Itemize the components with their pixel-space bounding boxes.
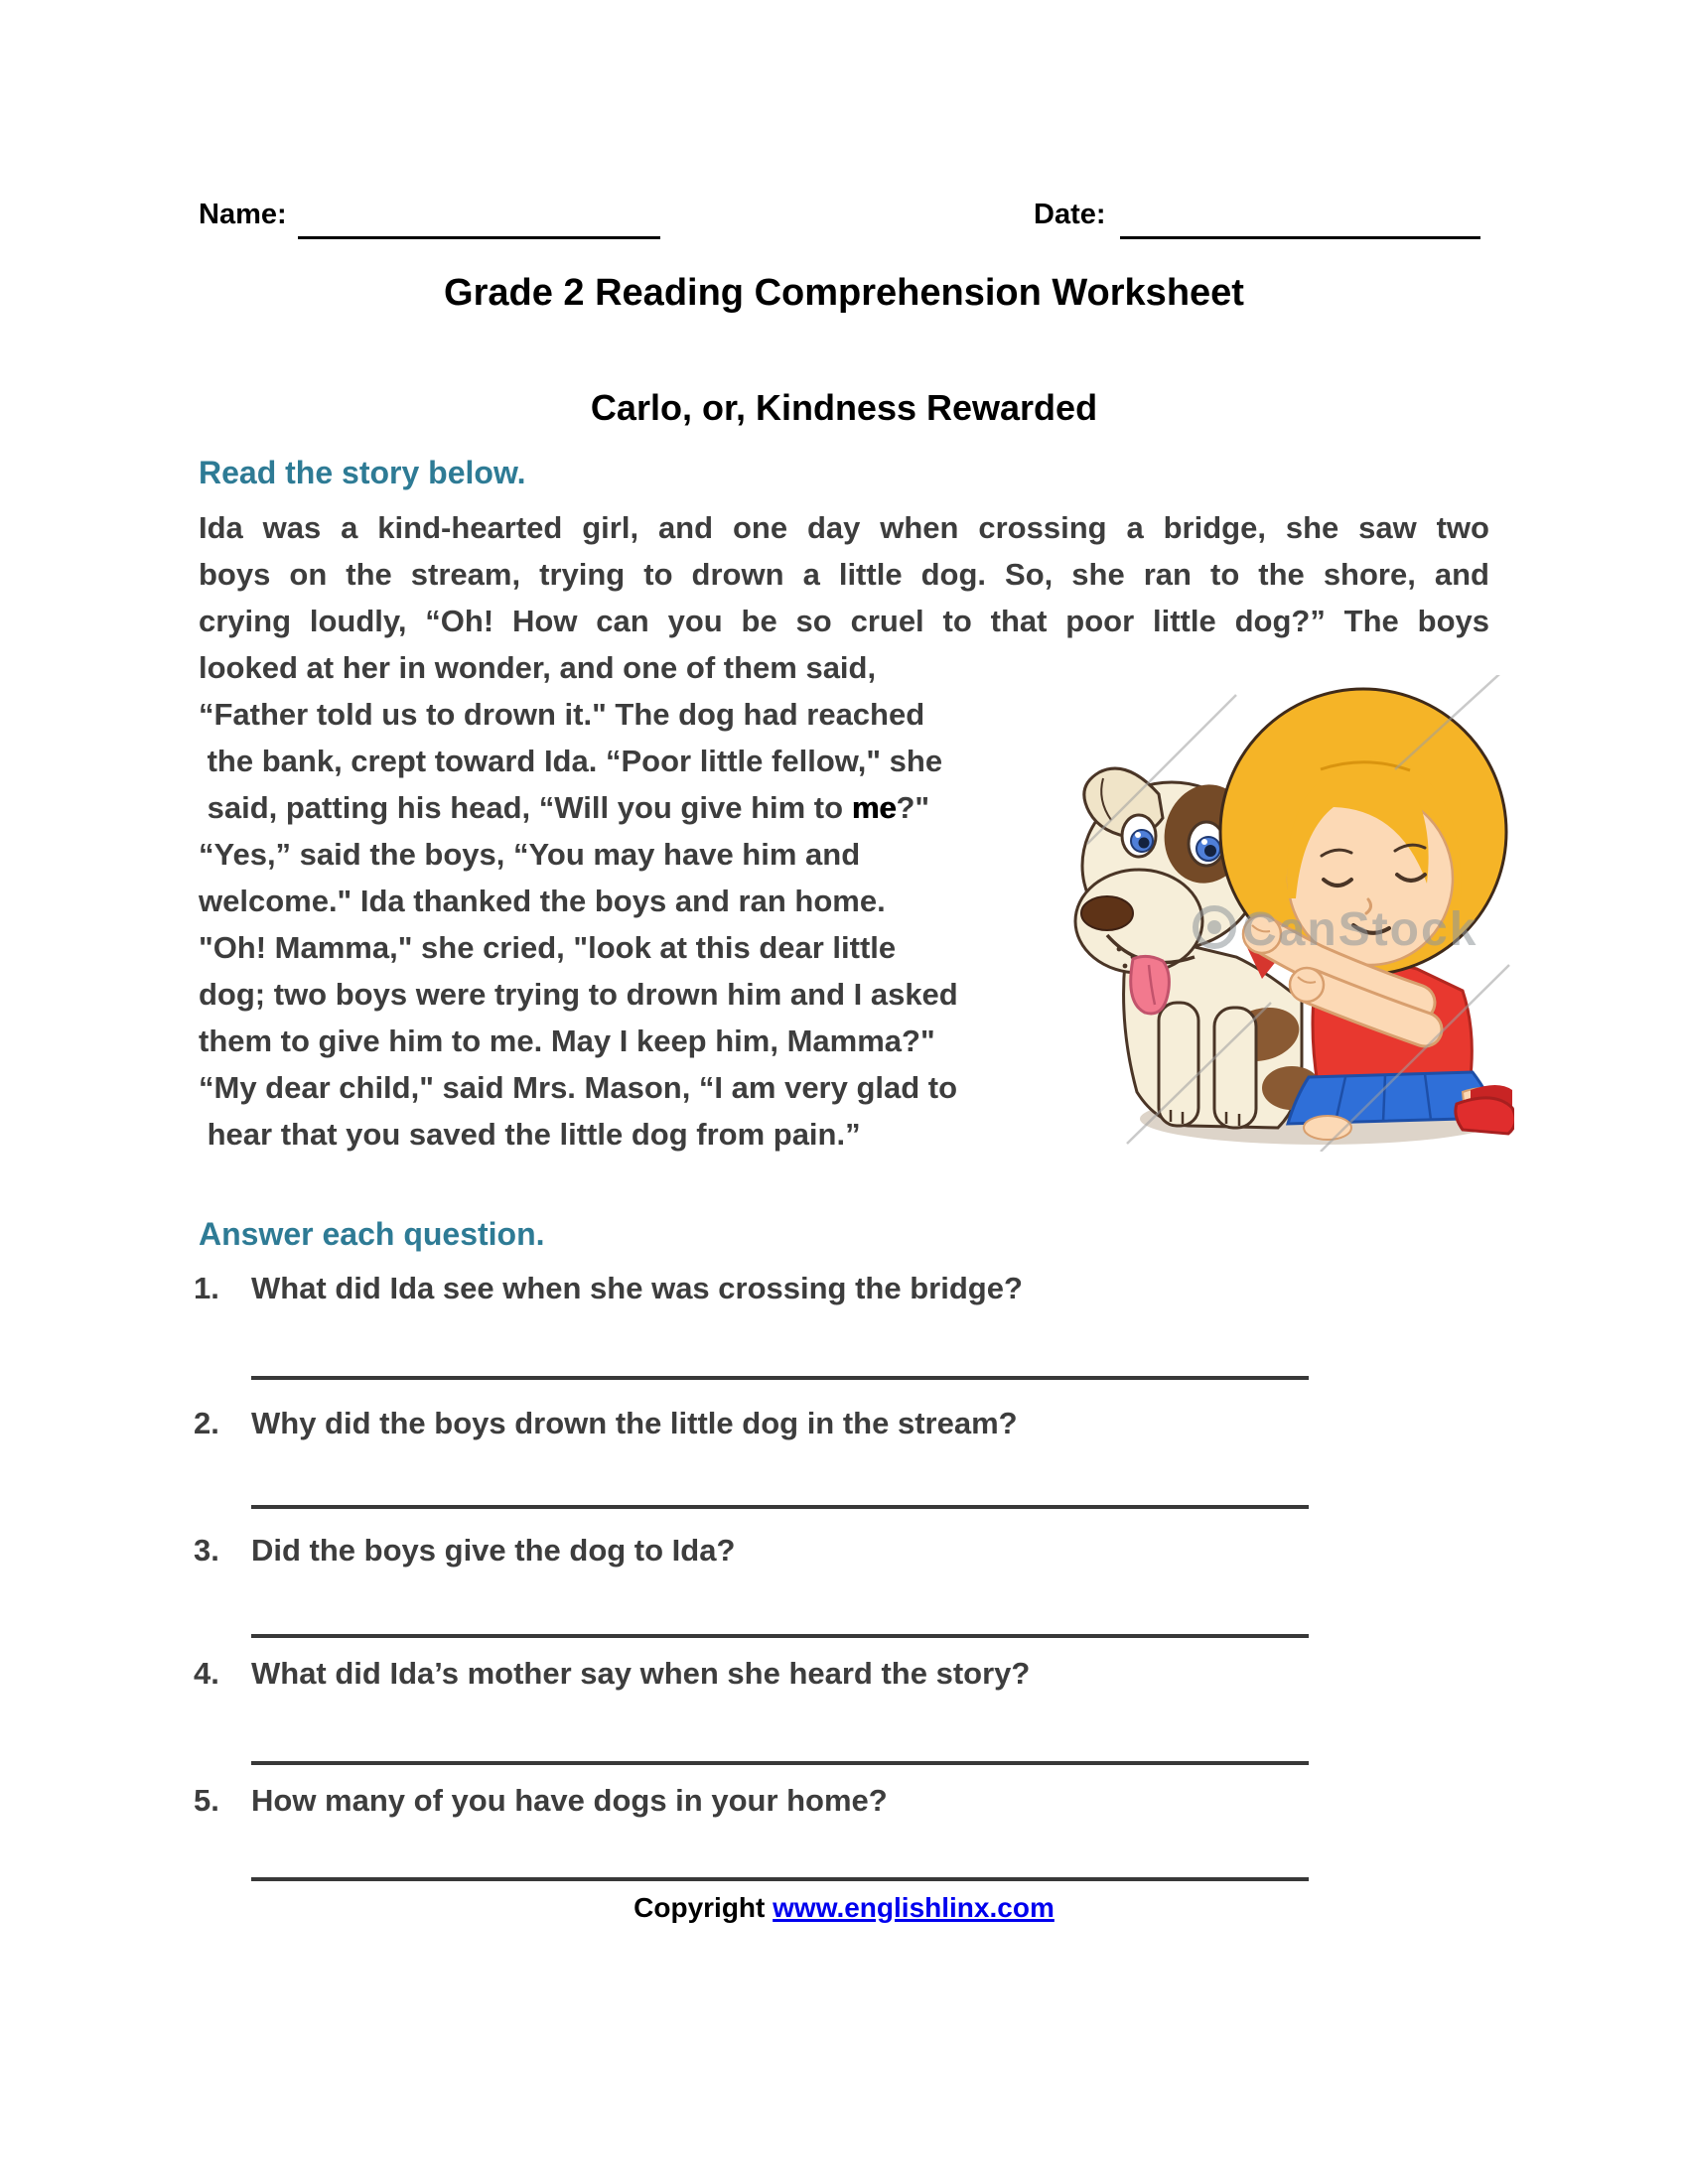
name-blank-line[interactable] — [298, 236, 660, 239]
date-label: Date: — [1034, 199, 1106, 230]
question-2 — [194, 1404, 1494, 1443]
girl-shoe — [1456, 1098, 1514, 1134]
dog-nose — [1081, 896, 1133, 930]
name-label: Name: — [199, 199, 287, 230]
girl-hugging-dog-illustration — [1067, 675, 1514, 1152]
question-number: 2. — [194, 1406, 219, 1440]
story-line: crying loudly, “Oh! How can you be so cruel to that poor little dog?” The boys — [199, 604, 1489, 638]
story-line: them to give him to me. May I keep him, Mamma?" — [199, 1024, 935, 1058]
question-text: Why did the boys drown the little dog in the stream? — [251, 1406, 1018, 1440]
answer-line-1[interactable] — [251, 1376, 1309, 1380]
answer-questions-heading: Answer each question. — [199, 1216, 545, 1252]
question-number: 4. — [194, 1656, 219, 1691]
story-line: looked at her in wonder, and one of them said, — [199, 650, 877, 685]
story-line: welcome." Ida thanked the boys and ran home. — [199, 884, 886, 918]
answer-line-3[interactable] — [251, 1634, 1309, 1638]
englishlinx-link[interactable]: www.englishlinx.com — [773, 1892, 1055, 1923]
story-line: boys on the stream, trying to drown a little dog. So, she ran to the shore, and — [199, 557, 1489, 592]
question-number: 3. — [194, 1533, 219, 1568]
question-1 — [194, 1269, 1494, 1308]
question-text: How many of you have dogs in your home? — [251, 1783, 888, 1818]
date-blank-line[interactable] — [1120, 236, 1480, 239]
story-title: Carlo, or, Kindness Rewarded — [590, 387, 1098, 428]
copyright-label: Copyright — [633, 1892, 766, 1923]
girl-hand — [1290, 968, 1324, 1002]
answer-line-2[interactable] — [251, 1505, 1309, 1509]
story-line: “Yes,” said the boys, “You may have him and — [199, 837, 861, 872]
question-number: 5. — [194, 1783, 219, 1818]
story-line: dog; two boys were trying to drown him and I asked — [199, 977, 958, 1012]
story-line: “My dear child," said Mrs. Mason, “I am very glad to — [199, 1070, 958, 1105]
question-text: Did the boys give the dog to Ida? — [251, 1533, 736, 1568]
answer-line-4[interactable] — [251, 1761, 1309, 1765]
story-line: "Oh! Mamma," she cried, "look at this dear little — [199, 930, 897, 965]
bold-word-me: me — [851, 790, 897, 825]
question-3 — [194, 1531, 1494, 1570]
question-5 — [194, 1781, 1494, 1821]
question-number: 1. — [194, 1271, 219, 1305]
question-4 — [194, 1654, 1494, 1694]
story-line-with-bold: said, patting his head, “Will you give him to me?" — [199, 790, 930, 825]
footer — [0, 1892, 1688, 1924]
question-text: What did Ida see when she was crossing the bridge? — [251, 1271, 1023, 1305]
question-text: What did Ida’s mother say when she heard the story? — [251, 1656, 1031, 1691]
story-line: hear that you saved the little dog from pain.” — [199, 1117, 861, 1152]
story-line: “Father told us to drown it." The dog had reached — [199, 697, 925, 732]
story-line: Ida was a kind-hearted girl, and one day when crossing a bridge, she saw two — [199, 510, 1489, 545]
answer-line-5[interactable] — [251, 1877, 1309, 1881]
story-line: the bank, crept toward Ida. “Poor little fellow," she — [199, 744, 943, 778]
read-story-heading: Read the story below. — [199, 455, 526, 490]
watermark-text: CanStock — [1242, 903, 1478, 956]
page-title: Grade 2 Reading Comprehension Worksheet — [444, 272, 1244, 314]
